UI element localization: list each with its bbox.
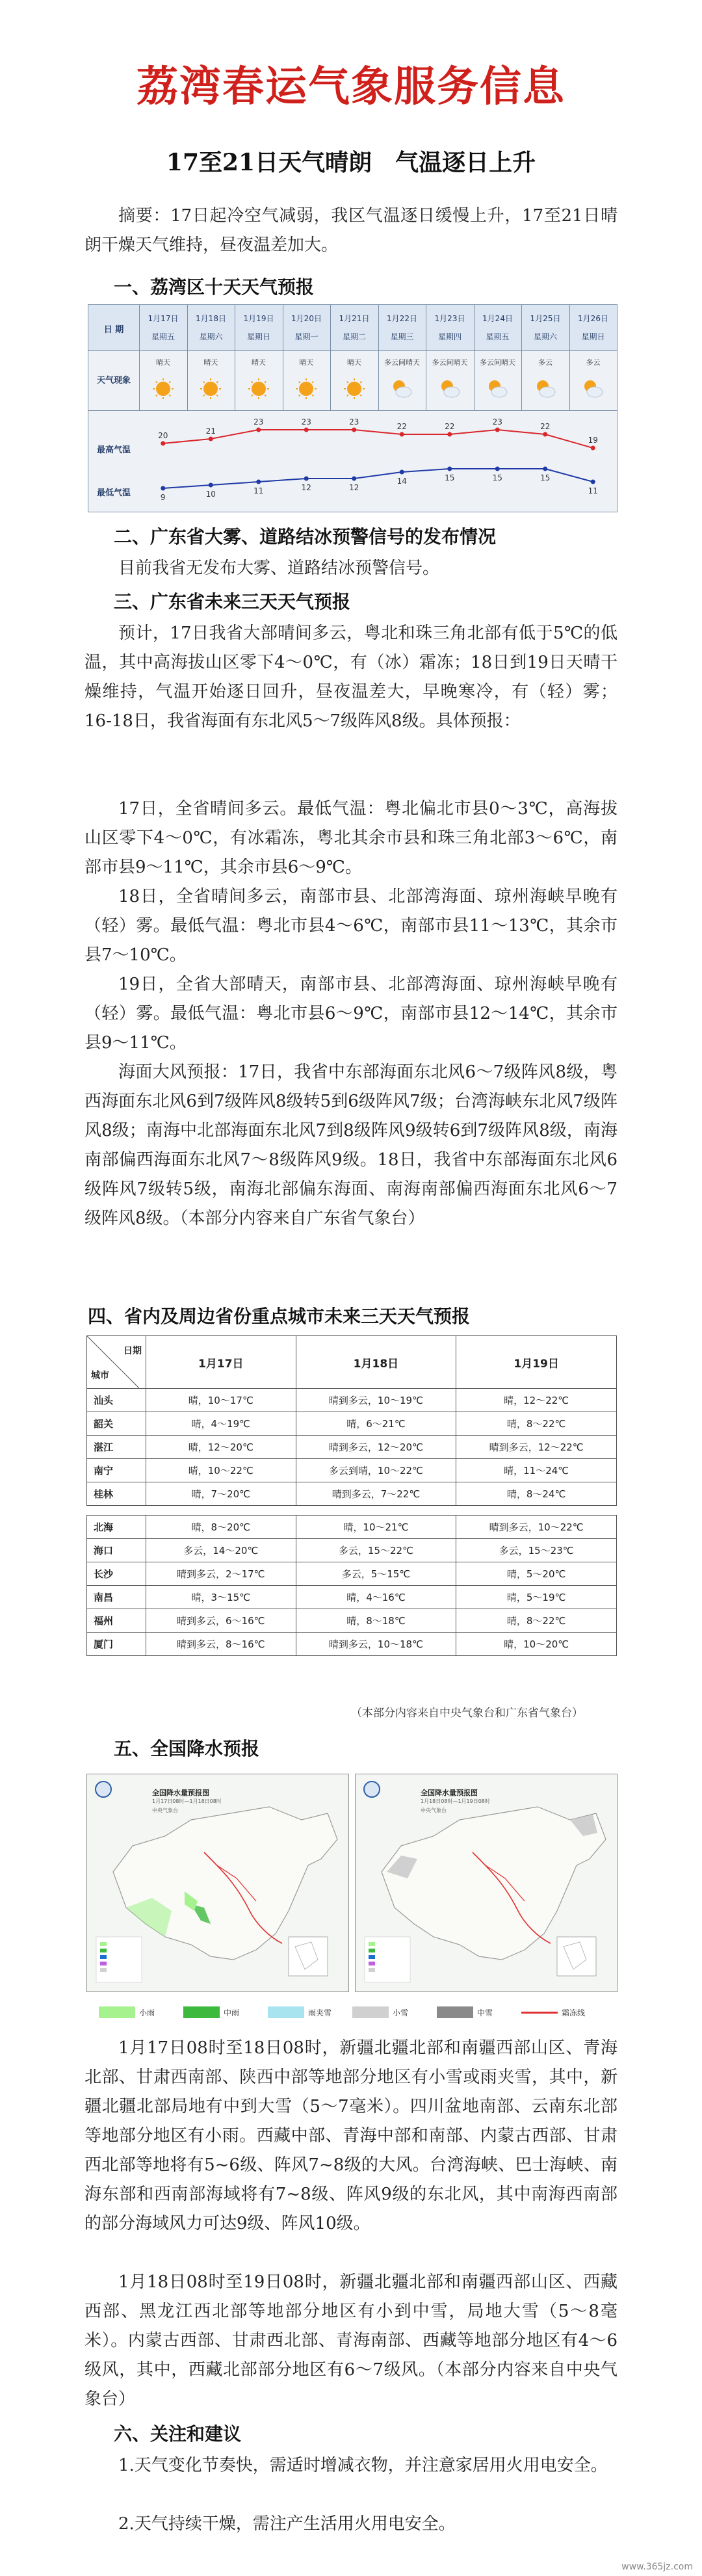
min-temp-label: 11 [588, 486, 598, 495]
advice-item-1: 1.天气变化节奏快，需适时增减衣物，并注意家居用火用电安全。 [118, 2456, 608, 2475]
legend-swatch [437, 2006, 473, 2018]
forecast-day-10-weekday: 星期日 [581, 332, 605, 341]
day2-forecast: 多云，15～22℃ [296, 1539, 456, 1562]
sun-icon [343, 378, 365, 400]
city-name: 汕头 [87, 1389, 146, 1412]
legend-label: 中雨 [224, 2008, 240, 2017]
day3-forecast: 晴，10～20℃ [456, 1633, 617, 1656]
partly-cloudy-icon [582, 378, 604, 400]
forecast-column-divider [569, 305, 570, 410]
day3-forecast: 晴，12～22℃ [456, 1389, 617, 1412]
day2-forecast: 晴，10～21℃ [296, 1516, 456, 1539]
section6-heading: 六、关注和建议 [114, 2423, 242, 2445]
map2-period: 1月18日08时—1月19日08时 [421, 1798, 490, 1804]
map2-title: 全国降水量预报图 [421, 1789, 478, 1797]
city-name: 北海 [87, 1516, 146, 1539]
day2-forecast: 多云到晴，10～22℃ [296, 1459, 456, 1482]
min-temp-label: 12 [301, 483, 311, 492]
china-map-2 [356, 1774, 617, 1991]
corner-date-label: 日期 [124, 1346, 142, 1356]
precip-map-2 [355, 1774, 618, 1992]
forecast-day-8-weekday: 星期五 [486, 332, 510, 341]
map1-title: 全国降水量预报图 [152, 1789, 209, 1797]
page-subtitle: 17至21日天气晴朗 气温逐日上升 [166, 149, 536, 176]
day3-forecast: 晴，8～24℃ [456, 1482, 617, 1506]
forecast-day-1-date: 1月17日 [148, 314, 179, 323]
day3-forecast: 晴，11～24℃ [456, 1459, 617, 1482]
sun-icon [295, 378, 317, 400]
min-temp-point [304, 477, 309, 481]
min-temp-point [447, 467, 452, 471]
day1-forecast: 晴，12～20℃ [146, 1436, 296, 1459]
table-row [87, 1586, 617, 1609]
day3-forecast: 晴，8～22℃ [456, 1609, 617, 1633]
max-temp-point [591, 446, 595, 451]
sun-icon [152, 378, 174, 400]
table-row [87, 1436, 617, 1459]
day3-forecast: 晴到多云，10～22℃ [456, 1516, 617, 1539]
min-temp-label: 12 [349, 483, 359, 492]
city-name: 韶关 [87, 1412, 146, 1436]
legend-swatch [352, 2006, 389, 2018]
forecast-day-4-weekday: 星期一 [294, 332, 318, 341]
day3-forecast: 晴，8～22℃ [456, 1412, 617, 1436]
forecast-header-row [88, 305, 617, 351]
table-row [87, 1609, 617, 1633]
date-header-2: 1月18日 [296, 1336, 456, 1389]
forecast-day-3-weather: 晴天 [252, 358, 266, 367]
forecast-day-4-date: 1月20日 [291, 314, 322, 323]
partly-cloudy-icon [486, 378, 508, 400]
day1-forecast: 晴，10～22℃ [146, 1459, 296, 1482]
advice-item-2: 2.天气持续干燥，需注产生活用火用电安全。 [118, 2514, 456, 2534]
forecast-day-1-weather: 晴天 [156, 358, 170, 367]
forecast-column-divider [521, 305, 522, 410]
city-name: 长沙 [87, 1562, 146, 1586]
sun-icon [248, 378, 270, 400]
legend-swatch [268, 2006, 304, 2018]
max-temp-label: 23 [301, 417, 311, 427]
section5-paragraph-1: 1月17日08时至18日08时，新疆北疆北部和南疆西部山区、青海北部、甘肃西南部、陕西中部等地部分地区有小雪或雨夹雪，其中，新疆北疆北部局地有中到大雪（5～7毫米）。四川盆地南部、云南东北部等地部分地区有小雨。西藏中部、青海中部和南部、内蒙古西部、甘肃西北部等地将有5~6级、阵风7~8级的大风。台湾海峡、巴士海峡、南海东部和西南部海域将有7~8级、阵风9级的东北风，其中南海西南部的部分海域风力可达9级、阵风10级。 [84, 2038, 618, 2233]
date-header-3: 1月19日 [456, 1336, 617, 1389]
day1-forecast: 多云，14～20℃ [146, 1539, 296, 1562]
forecast-day-2-weather: 晴天 [203, 358, 218, 367]
day2-forecast: 多云，5～15℃ [296, 1562, 456, 1586]
city-name: 桂林 [87, 1482, 146, 1506]
max-temp-label: 22 [540, 422, 551, 431]
section5-heading: 五、全国降水预报 [114, 1738, 260, 1759]
forecast-day-6-date: 1月22日 [387, 314, 417, 323]
table-row [87, 1412, 617, 1436]
min-temp-point [543, 467, 547, 471]
forecast-column-divider [378, 305, 379, 410]
section3-paragraph-4: 19日，全省大部晴天，南部市县、北部湾海面、琼州海峡早晚有（轻）雾。最低气温：粤北市县6～9℃，南部市县12～14℃，其余市县9～11℃。 [84, 975, 618, 1053]
forecast-day-2-weekday: 星期六 [199, 332, 223, 341]
forecast-column-divider [139, 305, 140, 410]
section3-paragraph-5: 海面大风预报：17日，我省中东部海面东北风6～7级阵风8级，粤西海面东北风6到7级阵风8级转5到6级阵风7级；台湾海峡东北风7级阵风8级；南海中北部海面东北风7到8级阵风9级转6到7级阵风8级，南海南部偏西海面东北风7～8级阵风9级。18日，我省中东部海面东北风6级阵风7级转5级，南海北部偏东海面、南海南部偏西海面东北风6～7级阵风8级。（本部分内容来自广东省气象台） [84, 1062, 618, 1228]
min-temp-point [400, 470, 404, 475]
china-map-1 [87, 1774, 348, 1991]
forecast-day-6-weekday: 星期三 [390, 332, 414, 341]
min-temp-label: 15 [492, 473, 502, 482]
forecast-max-label: 最高气温 [96, 445, 131, 455]
city-name: 海口 [87, 1539, 146, 1562]
max-temp-point [304, 428, 309, 432]
day2-forecast: 晴，8～18℃ [296, 1609, 456, 1633]
precip-legend [99, 2004, 606, 2021]
min-temp-label: 10 [205, 490, 216, 499]
forecast-day-1-weekday: 星期五 [151, 332, 175, 341]
section1-heading: 一、荔湾区十天天气预报 [114, 276, 315, 298]
day3-forecast: 晴，5～19℃ [456, 1586, 617, 1609]
forecast-min-label: 最低气温 [96, 488, 131, 498]
table-row [87, 1539, 617, 1562]
day2-forecast: 晴，6～21℃ [296, 1412, 456, 1436]
forecast-day-10-date: 1月26日 [578, 314, 608, 323]
legend-label: 小雪 [393, 2008, 409, 2017]
table-row [87, 1459, 617, 1482]
city-name: 南宁 [87, 1459, 146, 1482]
forecast-weather-label: 天气现象 [96, 376, 131, 386]
forecast-day-5-weather: 晴天 [347, 358, 361, 367]
min-temp-label: 11 [254, 486, 264, 495]
page-title: 荔湾春运气象服务信息 [136, 63, 566, 111]
map2-org: 中央气象台 [421, 1807, 447, 1813]
map1-org: 中央气象台 [152, 1807, 178, 1813]
ten-day-forecast-table [88, 304, 618, 512]
forecast-day-7-weekday: 星期四 [437, 332, 462, 341]
section4-source: （本部分内容来自中央气象台和广东省气象台） [351, 1707, 583, 1720]
forecast-day-4-weather: 晴天 [299, 358, 314, 367]
section3-paragraph-2: 17日，全省晴间多云。最低气温：粤北偏北市县0～3℃，高海拔山区零下4～0℃，有冰霜冻，粤北其余市县和珠三角北部3～6℃，南部市县9～11℃，其余市县6～9℃。 [84, 799, 618, 877]
min-temp-point [591, 480, 595, 484]
max-temp-point [209, 437, 213, 441]
min-temp-point [256, 480, 261, 484]
forecast-day-6-weather: 多云间晴天 [384, 358, 420, 367]
legend-swatch [99, 2006, 135, 2018]
city-name: 南昌 [87, 1586, 146, 1609]
section2-text: 目前我省无发布大雾、道路结冰预警信号。 [118, 559, 440, 578]
table-gap [87, 1506, 617, 1516]
forecast-day-9-date: 1月25日 [530, 314, 561, 323]
max-temp-point [352, 428, 356, 432]
min-temp-point [495, 467, 500, 471]
min-temp-label: 14 [396, 477, 407, 486]
city-name: 厦门 [87, 1633, 146, 1656]
min-temp-point [352, 477, 356, 481]
table-row [87, 1482, 617, 1506]
min-temp-line [163, 469, 593, 488]
forecast-day-2-date: 1月18日 [196, 314, 226, 323]
day2-forecast: 晴到多云，10～18℃ [296, 1633, 456, 1656]
legend-swatch [521, 2012, 558, 2014]
forecast-date-label: 日 期 [103, 325, 124, 335]
watermark: www.365jz.com [621, 2562, 693, 2572]
max-temp-line [163, 430, 593, 448]
day1-forecast: 晴，7～20℃ [146, 1482, 296, 1506]
day1-forecast: 晴到多云，2～17℃ [146, 1562, 296, 1586]
partly-cloudy-icon [391, 378, 413, 400]
forecast-day-7-weather: 多云间晴天 [432, 358, 468, 367]
max-temp-label: 20 [158, 431, 168, 440]
legend-swatch [183, 2006, 220, 2018]
max-temp-point [256, 428, 261, 432]
forecast-day-9-weather: 多云 [538, 358, 552, 367]
forecast-day-3-date: 1月19日 [243, 314, 274, 323]
forecast-day-3-weekday: 星期日 [246, 332, 270, 341]
day2-forecast: 晴到多云，7～22℃ [296, 1482, 456, 1506]
city-table-header [87, 1336, 617, 1389]
day1-forecast: 晴，8～20℃ [146, 1516, 296, 1539]
forecast-day-9-weekday: 星期六 [533, 332, 557, 341]
table-row [87, 1516, 617, 1539]
day2-forecast: 晴，4～16℃ [296, 1586, 456, 1609]
precip-map-1 [86, 1774, 349, 1992]
section3-paragraph-1: 预计，17日我省大部晴间多云，粤北和珠三角北部有低于5℃的低温，其中高海拔山区零下4～0℃，有（冰）霜冻；18日到19日天晴干燥维持，气温开始逐日回升，昼夜温差大，早晚寒冷，有（轻）雾；16-18日，我省海面有东北风5～7级阵风8级。具体预报： [84, 624, 618, 731]
legend-label: 小雨 [139, 2008, 155, 2017]
day1-forecast: 晴，4～19℃ [146, 1412, 296, 1436]
forecast-day-8-weather: 多云间晴天 [480, 358, 515, 367]
min-temp-label: 9 [160, 493, 166, 502]
table-row [87, 1633, 617, 1656]
min-temp-point [161, 486, 165, 491]
forecast-day-10-weather: 多云 [586, 358, 601, 367]
forecast-day-5-weekday: 星期二 [342, 332, 366, 341]
map1-period: 1月17日08时—1月18日08时 [152, 1798, 222, 1804]
forecast-day-7-date: 1月23日 [434, 314, 465, 323]
day1-forecast: 晴到多云，8～16℃ [146, 1633, 296, 1656]
forecast-column-divider [187, 305, 188, 410]
day1-forecast: 晴，3～15℃ [146, 1586, 296, 1609]
day1-forecast: 晴，10～17℃ [146, 1389, 296, 1412]
city-table-corner [87, 1336, 146, 1389]
section5-paragraph-2: 1月18日08时至19日08时，新疆北疆北部和南疆西部山区、西藏西部、黑龙江西北部等地部分地区有小到中雪，局地大雪（5～8毫米）。内蒙古西部、甘肃西北部、青海南部、西藏等地部分地区有4～6级风，其中，西藏北部部分地区有6～7级风。（本部分内容来自中央气象台） [84, 2272, 618, 2409]
forecast-column-divider [330, 305, 331, 410]
legend-label: 中雪 [477, 2008, 493, 2017]
date-header-1: 1月17日 [146, 1336, 296, 1389]
section3-paragraph-3: 18日，全省晴间多云，南部市县、北部湾海面、琼州海峡早晚有（轻）雾。最低气温：粤北市县4～6℃，南部市县11～13℃，其余市县7～10℃。 [84, 887, 618, 965]
max-temp-point [400, 432, 404, 437]
max-temp-point [495, 428, 500, 432]
max-temp-label: 19 [588, 436, 598, 445]
forecast-day-5-date: 1月21日 [339, 314, 370, 323]
day3-forecast: 晴，5～20℃ [456, 1562, 617, 1586]
day3-forecast: 晴到多云，12～22℃ [456, 1436, 617, 1459]
table-row [87, 1389, 617, 1412]
city-forecast-table [86, 1335, 617, 1656]
table-row [87, 1562, 617, 1586]
temperature-line-chart [88, 410, 617, 512]
day2-forecast: 晴到多云，10～19℃ [296, 1389, 456, 1412]
min-temp-point [209, 483, 213, 488]
max-temp-label: 22 [445, 422, 455, 431]
max-temp-label: 23 [492, 417, 502, 427]
day2-forecast: 晴到多云，12～20℃ [296, 1436, 456, 1459]
partly-cloudy-icon [439, 378, 461, 400]
city-name: 福州 [87, 1609, 146, 1633]
min-temp-label: 15 [540, 473, 551, 482]
max-temp-label: 22 [396, 422, 407, 431]
day3-forecast: 多云，15～23℃ [456, 1539, 617, 1562]
sun-icon [200, 378, 222, 400]
max-temp-point [543, 432, 547, 437]
max-temp-point [447, 432, 452, 437]
city-name: 湛江 [87, 1436, 146, 1459]
legend-label: 雨夹雪 [308, 2008, 332, 2017]
max-temp-point [161, 441, 165, 446]
legend-label: 霜冻线 [562, 2008, 586, 2017]
min-temp-label: 15 [445, 473, 455, 482]
max-temp-label: 21 [205, 427, 216, 436]
section3-heading: 三、广东省未来三天天气预报 [114, 591, 351, 612]
forecast-day-8-date: 1月24日 [482, 314, 513, 323]
max-temp-label: 23 [254, 417, 264, 427]
day1-forecast: 晴到多云，6～16℃ [146, 1609, 296, 1633]
partly-cloudy-icon [534, 378, 556, 400]
section4-heading: 四、省内及周边省份重点城市未来三天天气预报 [88, 1306, 471, 1327]
section2-heading: 二、广东省大雾、道路结冰预警信号的发布情况 [114, 526, 497, 547]
max-temp-label: 23 [349, 417, 359, 427]
summary-paragraph: 摘要：17日起冷空气减弱，我区气温逐日缓慢上升，17至21日晴朗干燥天气维持，昼夜温差加大。 [84, 206, 618, 255]
corner-city-label: 城市 [91, 1371, 109, 1381]
